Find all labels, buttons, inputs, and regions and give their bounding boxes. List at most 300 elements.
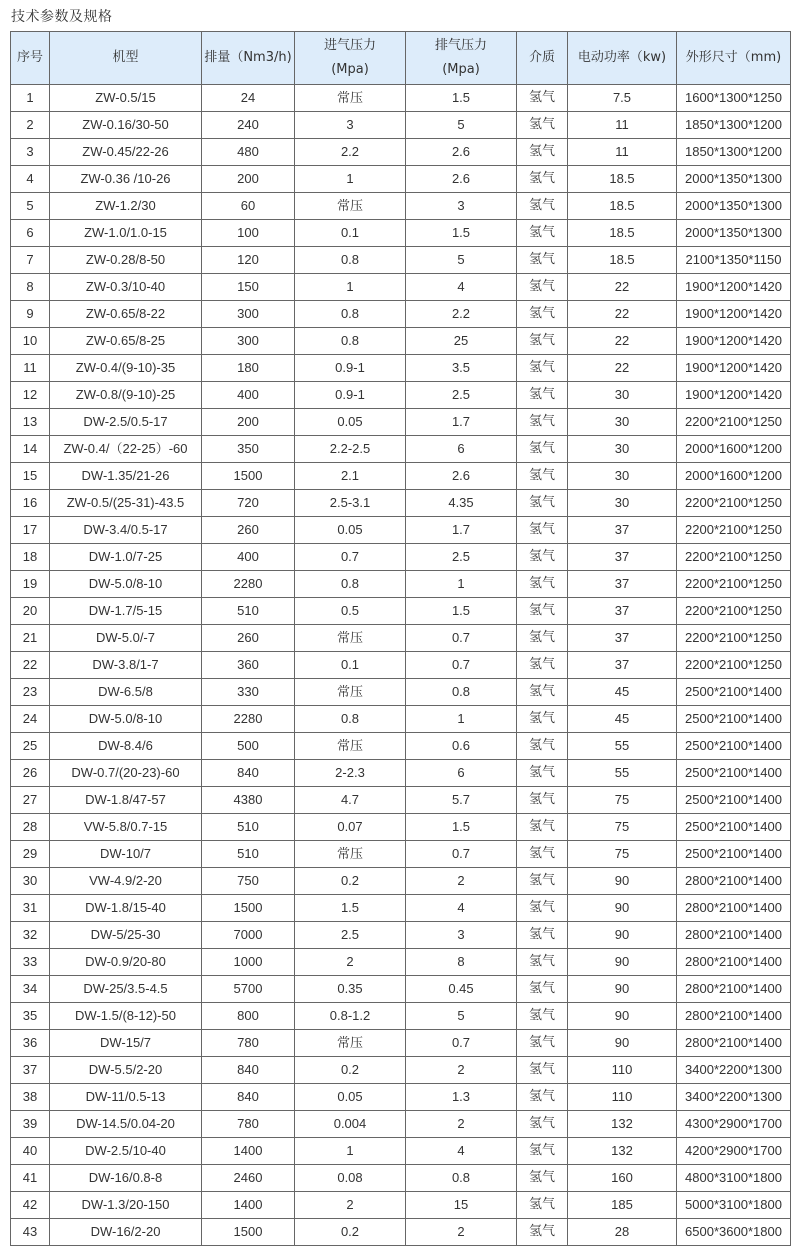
cell-inlet-pressure: 2 [295,1192,406,1219]
cell-outlet-pressure: 5 [406,1003,517,1030]
cell-index: 24 [11,706,50,733]
table-row [11,355,791,382]
cell-model: DW-1.8/15-40 [50,895,202,922]
cell-power: 30 [568,409,677,436]
cell-size: 2500*2100*1400 [677,814,791,841]
cell-size: 2200*2100*1250 [677,409,791,436]
cell-outlet-pressure: 2.5 [406,382,517,409]
cell-model: DW-5.5/2-20 [50,1057,202,1084]
cell-power: 185 [568,1192,677,1219]
cell-power: 30 [568,436,677,463]
cell-flow: 24 [202,85,295,112]
cell-medium: 氢气 [517,166,568,193]
cell-medium: 氢气 [517,517,568,544]
table-row [11,409,791,436]
table-row [11,1084,791,1111]
cell-flow: 1500 [202,463,295,490]
cell-outlet-pressure: 5 [406,112,517,139]
cell-index: 11 [11,355,50,382]
cell-medium: 氢气 [517,247,568,274]
cell-model: VW-4.9/2-20 [50,868,202,895]
cell-size: 1900*1200*1420 [677,382,791,409]
cell-outlet-pressure: 4 [406,895,517,922]
cell-flow: 780 [202,1030,295,1057]
cell-index: 23 [11,679,50,706]
cell-flow: 180 [202,355,295,382]
header-inlet-unit: (Mpa) [331,62,369,77]
cell-model: ZW-1.0/1.0-15 [50,220,202,247]
cell-index: 34 [11,976,50,1003]
cell-model: DW-5.0/-7 [50,625,202,652]
cell-power: 55 [568,760,677,787]
cell-size: 2500*2100*1400 [677,733,791,760]
cell-flow: 350 [202,436,295,463]
cell-flow: 1000 [202,949,295,976]
cell-size: 2200*2100*1250 [677,571,791,598]
table-row [11,571,791,598]
cell-index: 5 [11,193,50,220]
cell-index: 32 [11,922,50,949]
cell-power: 37 [568,652,677,679]
cell-model: DW-1.5/(8-12)-50 [50,1003,202,1030]
cell-medium: 氢气 [517,301,568,328]
cell-size: 2800*2100*1400 [677,1003,791,1030]
cell-outlet-pressure: 6 [406,436,517,463]
cell-outlet-pressure: 1 [406,571,517,598]
cell-inlet-pressure: 0.1 [295,652,406,679]
cell-outlet-pressure: 2.6 [406,166,517,193]
cell-model: DW-16/0.8-8 [50,1165,202,1192]
cell-inlet-pressure: 2-2.3 [295,760,406,787]
cell-flow: 1500 [202,895,295,922]
cell-flow: 800 [202,1003,295,1030]
table-row [11,112,791,139]
cell-index: 28 [11,814,50,841]
table-row [11,490,791,517]
cell-flow: 840 [202,1057,295,1084]
cell-index: 36 [11,1030,50,1057]
cell-flow: 1400 [202,1192,295,1219]
header-medium: 介质 [517,32,568,85]
cell-index: 41 [11,1165,50,1192]
cell-flow: 510 [202,598,295,625]
cell-model: ZW-0.4/（22-25）-60 [50,436,202,463]
cell-outlet-pressure: 5.7 [406,787,517,814]
cell-flow: 100 [202,220,295,247]
cell-index: 15 [11,463,50,490]
cell-power: 7.5 [568,85,677,112]
cell-inlet-pressure: 常压 [295,625,406,652]
header-inlet-label: 进气压力 [323,38,376,53]
cell-medium: 氢气 [517,868,568,895]
cell-medium: 氢气 [517,1192,568,1219]
cell-power: 18.5 [568,220,677,247]
cell-power: 37 [568,598,677,625]
cell-index: 14 [11,436,50,463]
cell-inlet-pressure: 常压 [295,193,406,220]
table-row [11,463,791,490]
cell-index: 7 [11,247,50,274]
cell-inlet-pressure: 0.2 [295,868,406,895]
header-size: 外形尺寸（mm) [677,32,791,85]
header-power: 电动功率（kw) [568,32,677,85]
cell-outlet-pressure: 1 [406,706,517,733]
table-row [11,85,791,112]
cell-index: 16 [11,490,50,517]
cell-medium: 氢气 [517,436,568,463]
cell-outlet-pressure: 1.5 [406,598,517,625]
cell-power: 90 [568,922,677,949]
table-body [11,85,791,1246]
cell-index: 6 [11,220,50,247]
cell-index: 20 [11,598,50,625]
cell-power: 37 [568,571,677,598]
cell-model: DW-1.0/7-25 [50,544,202,571]
cell-size: 1600*1300*1250 [677,85,791,112]
table-row [11,1138,791,1165]
cell-index: 31 [11,895,50,922]
table-row [11,1003,791,1030]
cell-inlet-pressure: 0.05 [295,409,406,436]
cell-size: 1900*1200*1420 [677,328,791,355]
cell-power: 45 [568,706,677,733]
cell-model: DW-10/7 [50,841,202,868]
cell-inlet-pressure: 2.1 [295,463,406,490]
table-row [11,1165,791,1192]
cell-power: 11 [568,139,677,166]
cell-power: 18.5 [568,193,677,220]
cell-flow: 840 [202,1084,295,1111]
cell-size: 4300*2900*1700 [677,1111,791,1138]
cell-inlet-pressure: 常压 [295,1030,406,1057]
cell-power: 75 [568,787,677,814]
cell-flow: 260 [202,625,295,652]
cell-model: DW-11/0.5-13 [50,1084,202,1111]
cell-outlet-pressure: 3.5 [406,355,517,382]
cell-power: 22 [568,301,677,328]
cell-inlet-pressure: 0.8 [295,706,406,733]
cell-flow: 500 [202,733,295,760]
table-row [11,382,791,409]
cell-outlet-pressure: 3 [406,922,517,949]
table-row [11,1111,791,1138]
cell-medium: 氢气 [517,679,568,706]
cell-size: 2800*2100*1400 [677,895,791,922]
cell-medium: 氢气 [517,463,568,490]
cell-model: DW-1.8/47-57 [50,787,202,814]
cell-index: 17 [11,517,50,544]
cell-medium: 氢气 [517,652,568,679]
cell-flow: 2460 [202,1165,295,1192]
cell-flow: 360 [202,652,295,679]
header-index: 序号 [11,32,50,85]
cell-flow: 510 [202,814,295,841]
cell-medium: 氢气 [517,220,568,247]
cell-size: 2500*2100*1400 [677,841,791,868]
cell-flow: 200 [202,409,295,436]
cell-power: 110 [568,1084,677,1111]
cell-medium: 氢气 [517,382,568,409]
cell-outlet-pressure: 0.7 [406,841,517,868]
cell-inlet-pressure: 0.5 [295,598,406,625]
cell-size: 2800*2100*1400 [677,949,791,976]
cell-outlet-pressure: 1.7 [406,409,517,436]
cell-flow: 480 [202,139,295,166]
cell-model: DW-3.8/1-7 [50,652,202,679]
cell-outlet-pressure: 4 [406,1138,517,1165]
cell-model: DW-25/3.5-4.5 [50,976,202,1003]
spec-table [10,31,791,1246]
header-inlet-pressure [295,32,406,85]
cell-model: ZW-0.45/22-26 [50,139,202,166]
table-row [11,139,791,166]
cell-model: ZW-0.16/30-50 [50,112,202,139]
table-row [11,949,791,976]
cell-power: 90 [568,895,677,922]
header-outlet-unit: (Mpa) [442,62,480,77]
cell-medium: 氢气 [517,949,568,976]
cell-size: 2200*2100*1250 [677,652,791,679]
cell-size: 5000*3100*1800 [677,1192,791,1219]
cell-flow: 750 [202,868,295,895]
table-row [11,247,791,274]
cell-model: ZW-0.36 /10-26 [50,166,202,193]
cell-index: 29 [11,841,50,868]
cell-outlet-pressure: 15 [406,1192,517,1219]
cell-size: 2200*2100*1250 [677,625,791,652]
header-flow: 排量（Nm3/h) [202,32,295,85]
cell-inlet-pressure: 2.2 [295,139,406,166]
cell-index: 8 [11,274,50,301]
cell-index: 19 [11,571,50,598]
table-row [11,544,791,571]
cell-flow: 2280 [202,571,295,598]
cell-outlet-pressure: 4.35 [406,490,517,517]
cell-flow: 510 [202,841,295,868]
cell-outlet-pressure: 0.45 [406,976,517,1003]
cell-index: 42 [11,1192,50,1219]
cell-flow: 5700 [202,976,295,1003]
cell-outlet-pressure: 0.8 [406,679,517,706]
cell-inlet-pressure: 0.07 [295,814,406,841]
cell-index: 40 [11,1138,50,1165]
cell-index: 35 [11,1003,50,1030]
cell-model: ZW-0.8/(9-10)-25 [50,382,202,409]
cell-outlet-pressure: 5 [406,247,517,274]
cell-model: DW-2.5/0.5-17 [50,409,202,436]
cell-outlet-pressure: 2 [406,868,517,895]
cell-index: 39 [11,1111,50,1138]
cell-size: 2000*1350*1300 [677,193,791,220]
table-row [11,679,791,706]
cell-outlet-pressure: 0.7 [406,652,517,679]
cell-model: DW-0.9/20-80 [50,949,202,976]
cell-outlet-pressure: 25 [406,328,517,355]
cell-medium: 氢气 [517,1219,568,1246]
cell-size: 2100*1350*1150 [677,247,791,274]
cell-power: 75 [568,814,677,841]
cell-size: 6500*3600*1800 [677,1219,791,1246]
cell-inlet-pressure: 2.5 [295,922,406,949]
cell-size: 1900*1200*1420 [677,301,791,328]
cell-medium: 氢气 [517,1030,568,1057]
table-row [11,598,791,625]
table-row [11,814,791,841]
cell-model: DW-16/2-20 [50,1219,202,1246]
cell-power: 55 [568,733,677,760]
cell-inlet-pressure: 常压 [295,733,406,760]
cell-size: 2000*1600*1200 [677,463,791,490]
cell-flow: 1500 [202,1219,295,1246]
cell-power: 11 [568,112,677,139]
cell-index: 25 [11,733,50,760]
cell-model: DW-8.4/6 [50,733,202,760]
cell-size: 2500*2100*1400 [677,787,791,814]
cell-medium: 氢气 [517,1138,568,1165]
cell-inlet-pressure: 1 [295,166,406,193]
cell-outlet-pressure: 1.5 [406,85,517,112]
table-row [11,625,791,652]
table-row [11,760,791,787]
table-row [11,895,791,922]
cell-inlet-pressure: 0.7 [295,544,406,571]
table-header-row [11,32,791,85]
cell-power: 45 [568,679,677,706]
cell-flow: 200 [202,166,295,193]
cell-size: 2800*2100*1400 [677,976,791,1003]
cell-index: 22 [11,652,50,679]
cell-power: 30 [568,490,677,517]
table-row [11,868,791,895]
cell-inlet-pressure: 3 [295,112,406,139]
cell-size: 2000*1600*1200 [677,436,791,463]
cell-size: 2200*2100*1250 [677,517,791,544]
cell-model: ZW-0.65/8-25 [50,328,202,355]
table-row [11,1192,791,1219]
cell-size: 2000*1350*1300 [677,166,791,193]
cell-model: DW-6.5/8 [50,679,202,706]
cell-power: 90 [568,1030,677,1057]
table-row [11,652,791,679]
cell-index: 21 [11,625,50,652]
cell-size: 2500*2100*1400 [677,760,791,787]
cell-power: 22 [568,274,677,301]
cell-model: DW-1.35/21-26 [50,463,202,490]
cell-medium: 氢气 [517,1165,568,1192]
cell-model: ZW-0.5/15 [50,85,202,112]
cell-power: 90 [568,976,677,1003]
cell-size: 1900*1200*1420 [677,274,791,301]
cell-power: 90 [568,949,677,976]
cell-inlet-pressure: 0.2 [295,1219,406,1246]
cell-medium: 氢气 [517,1111,568,1138]
table-row [11,328,791,355]
cell-flow: 400 [202,544,295,571]
cell-medium: 氢气 [517,976,568,1003]
cell-inlet-pressure: 0.8 [295,247,406,274]
table-row [11,1057,791,1084]
cell-index: 4 [11,166,50,193]
table-row [11,193,791,220]
cell-medium: 氢气 [517,1003,568,1030]
cell-model: DW-0.7/(20-23)-60 [50,760,202,787]
cell-model: ZW-1.2/30 [50,193,202,220]
cell-outlet-pressure: 4 [406,274,517,301]
cell-index: 27 [11,787,50,814]
cell-size: 2200*2100*1250 [677,544,791,571]
cell-size: 2800*2100*1400 [677,868,791,895]
cell-flow: 840 [202,760,295,787]
cell-medium: 氢气 [517,112,568,139]
table-row [11,301,791,328]
table-row [11,517,791,544]
cell-index: 13 [11,409,50,436]
cell-size: 1850*1300*1200 [677,139,791,166]
cell-inlet-pressure: 0.8 [295,301,406,328]
cell-index: 43 [11,1219,50,1246]
cell-index: 30 [11,868,50,895]
cell-index: 3 [11,139,50,166]
cell-model: DW-5.0/8-10 [50,706,202,733]
cell-medium: 氢气 [517,193,568,220]
cell-power: 90 [568,868,677,895]
cell-medium: 氢气 [517,139,568,166]
cell-medium: 氢气 [517,409,568,436]
cell-model: DW-3.4/0.5-17 [50,517,202,544]
cell-power: 28 [568,1219,677,1246]
cell-size: 1900*1200*1420 [677,355,791,382]
cell-power: 30 [568,382,677,409]
cell-inlet-pressure: 常压 [295,85,406,112]
cell-model: ZW-0.4/(9-10)-35 [50,355,202,382]
cell-power: 18.5 [568,247,677,274]
cell-size: 3400*2200*1300 [677,1057,791,1084]
cell-medium: 氢气 [517,841,568,868]
cell-model: DW-14.5/0.04-20 [50,1111,202,1138]
cell-size: 4200*2900*1700 [677,1138,791,1165]
table-row [11,841,791,868]
cell-outlet-pressure: 1.7 [406,517,517,544]
cell-flow: 720 [202,490,295,517]
cell-outlet-pressure: 1.5 [406,220,517,247]
cell-medium: 氢气 [517,760,568,787]
cell-size: 3400*2200*1300 [677,1084,791,1111]
cell-medium: 氢气 [517,355,568,382]
cell-inlet-pressure: 0.8 [295,328,406,355]
cell-size: 2800*2100*1400 [677,922,791,949]
cell-size: 2500*2100*1400 [677,679,791,706]
cell-size: 1850*1300*1200 [677,112,791,139]
cell-inlet-pressure: 2.5-3.1 [295,490,406,517]
cell-flow: 60 [202,193,295,220]
cell-inlet-pressure: 0.2 [295,1057,406,1084]
cell-index: 26 [11,760,50,787]
cell-inlet-pressure: 0.004 [295,1111,406,1138]
cell-medium: 氢气 [517,544,568,571]
cell-medium: 氢气 [517,895,568,922]
cell-model: ZW-0.28/8-50 [50,247,202,274]
cell-inlet-pressure: 0.8 [295,571,406,598]
cell-model: DW-5/25-30 [50,922,202,949]
cell-outlet-pressure: 1.5 [406,814,517,841]
header-outlet-label: 排气压力 [434,38,487,53]
cell-flow: 300 [202,328,295,355]
cell-power: 18.5 [568,166,677,193]
cell-medium: 氢气 [517,787,568,814]
table-row [11,976,791,1003]
cell-outlet-pressure: 2.5 [406,544,517,571]
cell-power: 37 [568,625,677,652]
